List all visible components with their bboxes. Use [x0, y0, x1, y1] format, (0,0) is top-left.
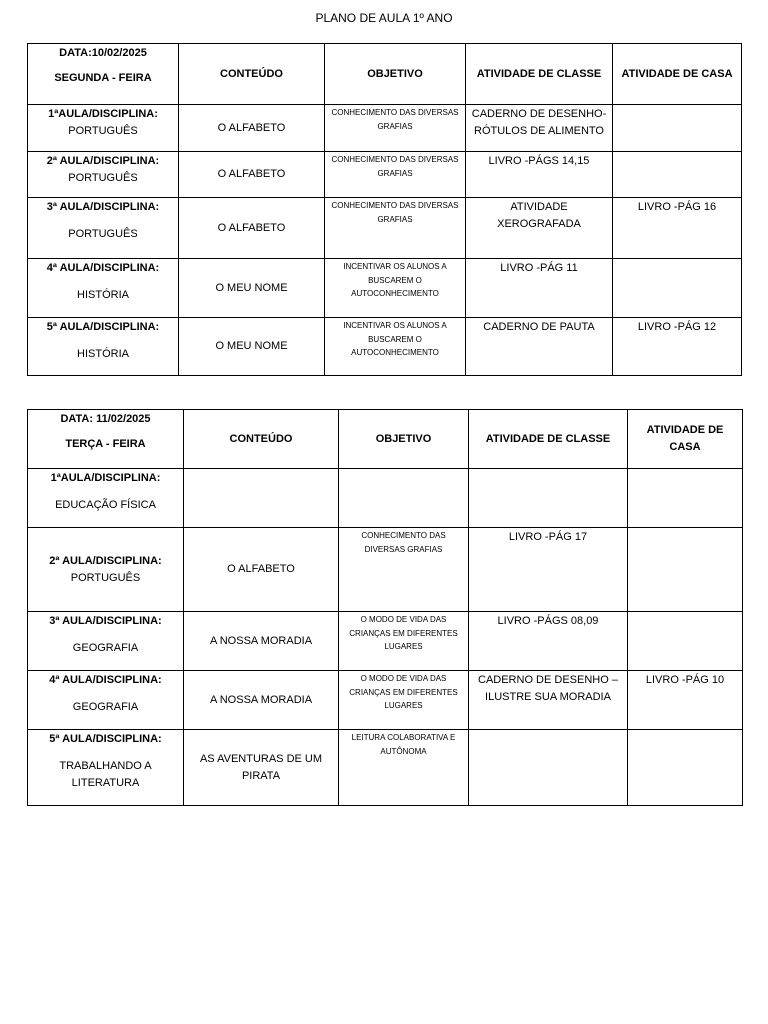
table-row: [28, 105, 742, 152]
aula-cell: [28, 105, 179, 152]
aula-label: 1ªAULA/DISCIPLINA:: [50, 472, 161, 484]
aula-cell: [28, 671, 184, 730]
aula-cell: [28, 528, 184, 612]
objetivo-cell: LEITURA COLABORATIVA E AUTÔNOMA: [339, 730, 469, 806]
disciplina-label: PORTUGUÊS: [70, 571, 141, 584]
conteudo-cell: O ALFABETO: [184, 528, 339, 612]
atividade-classe-cell: ATIVIDADE XEROGRAFADA: [466, 198, 613, 259]
date-label: DATA: 11/02/2025: [60, 413, 151, 425]
atividade-classe-cell: LIVRO -PÁG 11: [466, 259, 613, 318]
conteudo-cell: O MEU NOME: [179, 259, 325, 318]
disciplina-label: HISTÓRIA: [77, 348, 129, 360]
table-row: [28, 198, 742, 259]
date-cell: [28, 44, 179, 105]
conteudo-cell: O ALFABETO: [179, 198, 325, 259]
header-objetivo: OBJETIVO: [325, 44, 466, 105]
lesson-plan-table-tuesday: [27, 409, 743, 806]
header-conteudo: CONTEÚDO: [184, 410, 339, 469]
header-atividade-casa: ATIVIDADE DE CASA: [613, 44, 742, 105]
atividade-casa-cell: [628, 730, 743, 806]
atividade-casa-cell: [628, 469, 743, 528]
conteudo-cell: AS AVENTURAS DE UM PIRATA: [184, 730, 339, 806]
header-atividade-classe: ATIVIDADE DE CLASSE: [469, 410, 628, 469]
aula-label: 5ª AULA/DISCIPLINA:: [49, 733, 162, 745]
disciplina-label: PORTUGUÊS: [68, 125, 138, 137]
objetivo-cell: CONHECIMENTO DAS DIVERSAS GRAFIAS: [325, 152, 466, 198]
date-cell: [28, 410, 184, 469]
atividade-casa-cell: [613, 259, 742, 318]
atividade-classe-cell: LIVRO -PÁGS 08,09: [469, 612, 628, 671]
header-objetivo: OBJETIVO: [339, 410, 469, 469]
atividade-casa-cell: [613, 105, 742, 152]
aula-cell: [28, 259, 179, 318]
aula-cell: [28, 318, 179, 376]
objetivo-cell: O MODO DE VIDA DAS CRIANÇAS EM DIFERENTES LUGARES: [339, 612, 469, 671]
atividade-classe-cell: CADERNO DE DESENHO – ILUSTRE SUA MORADIA: [469, 671, 628, 730]
aula-cell: [28, 469, 184, 528]
objetivo-cell: INCENTIVAR OS ALUNOS A BUSCAREM O AUTOCONHECIMENTO: [325, 259, 466, 318]
weekday-label: SEGUNDA - FEIRA: [54, 72, 152, 84]
disciplina-label: GEOGRAFIA: [72, 642, 139, 654]
atividade-casa-cell: LIVRO -PÁG 12: [613, 318, 742, 376]
aula-cell: [28, 730, 184, 806]
table-row: [28, 469, 743, 528]
table-row: [28, 318, 742, 376]
atividade-classe-cell: CADERNO DE DESENHO- RÓTULOS DE ALIMENTO: [466, 105, 613, 152]
table-header-row: [28, 44, 742, 105]
atividade-classe-cell: LIVRO -PÁG 17: [469, 528, 628, 612]
atividade-casa-cell: [628, 612, 743, 671]
header-atividade-casa: ATIVIDADE DE CASA: [628, 410, 743, 469]
table-row: [28, 528, 743, 612]
disciplina-label: HISTÓRIA: [77, 289, 129, 301]
objetivo-cell: INCENTIVAR OS ALUNOS A BUSCAREM O AUTOCONHECIMENTO: [325, 318, 466, 376]
objetivo-cell: CONHECIMENTO DAS DIVERSAS GRAFIAS: [325, 198, 466, 259]
disciplina-label: GEOGRAFIA: [72, 701, 139, 713]
table-row: [28, 730, 743, 806]
header-atividade-classe: ATIVIDADE DE CLASSE: [466, 44, 613, 105]
aula-label: 3ª AULA/DISCIPLINA:: [49, 615, 162, 627]
aula-cell: [28, 152, 179, 198]
objetivo-cell: O MODO DE VIDA DAS CRIANÇAS EM DIFERENTES LUGARES: [339, 671, 469, 730]
aula-label: 2ª AULA/DISCIPLINA:: [46, 155, 160, 167]
table-header-row: [28, 410, 743, 469]
atividade-classe-cell: CADERNO DE PAUTA: [466, 318, 613, 376]
table-row: [28, 612, 743, 671]
aula-label: 3ª AULA/DISCIPLINA:: [46, 201, 160, 213]
objetivo-cell: [339, 469, 469, 528]
atividade-casa-cell: [628, 528, 743, 612]
atividade-classe-cell: [469, 730, 628, 806]
atividade-casa-cell: LIVRO -PÁG 10: [628, 671, 743, 730]
aula-cell: [28, 612, 184, 671]
weekday-label: TERÇA - FEIRA: [65, 438, 146, 450]
disciplina-label: TRABALHANDO A LITERATURA: [59, 760, 152, 789]
conteudo-cell: [184, 469, 339, 528]
atividade-casa-cell: LIVRO -PÁG 16: [613, 198, 742, 259]
lesson-plan-table-monday: [27, 43, 742, 376]
aula-label: 2ª AULA/DISCIPLINA:: [49, 554, 162, 567]
conteudo-cell: O ALFABETO: [179, 152, 325, 198]
atividade-classe-cell: [469, 469, 628, 528]
objetivo-cell: CONHECIMENTO DAS DIVERSAS GRAFIAS: [339, 528, 469, 612]
aula-label: 4ª AULA/DISCIPLINA:: [49, 674, 162, 686]
objetivo-cell: CONHECIMENTO DAS DIVERSAS GRAFIAS: [325, 105, 466, 152]
conteudo-cell: A NOSSA MORADIA: [184, 612, 339, 671]
table-row: [28, 152, 742, 198]
aula-label: 1ªAULA/DISCIPLINA:: [48, 108, 158, 120]
atividade-casa-cell: [613, 152, 742, 198]
conteudo-cell: A NOSSA MORADIA: [184, 671, 339, 730]
page-title: PLANO DE AULA 1º ANO: [315, 11, 453, 25]
header-conteudo: CONTEÚDO: [179, 44, 325, 105]
aula-cell: [28, 198, 179, 259]
atividade-classe-cell: LIVRO -PÁGS 14,15: [466, 152, 613, 198]
disciplina-label: PORTUGUÊS: [68, 172, 138, 184]
conteudo-cell: O MEU NOME: [179, 318, 325, 376]
conteudo-cell: O ALFABETO: [179, 105, 325, 152]
table-row: [28, 671, 743, 730]
table-row: [28, 259, 742, 318]
disciplina-label: PORTUGUÊS: [68, 228, 138, 240]
aula-label: 4ª AULA/DISCIPLINA:: [46, 262, 160, 274]
disciplina-label: EDUCAÇÃO FÍSICA: [55, 499, 156, 511]
date-label: DATA:10/02/2025: [59, 47, 147, 59]
aula-label: 5ª AULA/DISCIPLINA:: [46, 321, 160, 333]
